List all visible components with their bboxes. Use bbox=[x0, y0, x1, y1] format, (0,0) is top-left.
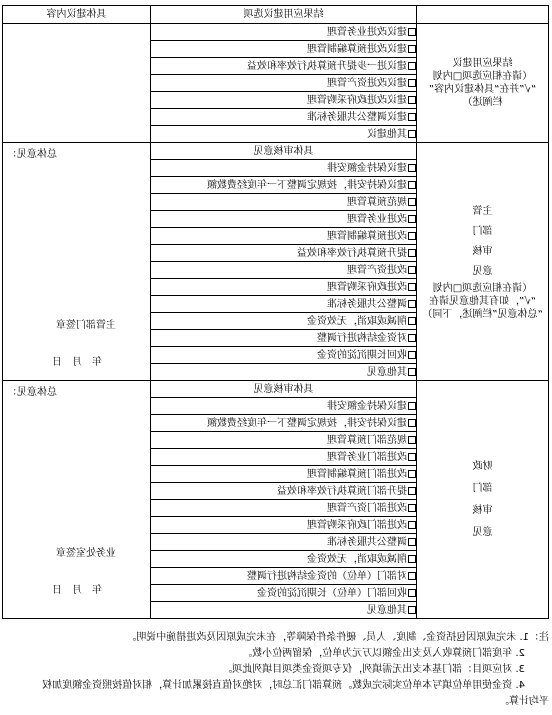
s3-option[interactable]: 对部门（单位）的资金结构进行调整 bbox=[151, 568, 417, 585]
checkbox-icon[interactable] bbox=[408, 606, 416, 614]
section3-title-line: 财政 bbox=[472, 460, 493, 472]
checkbox-icon[interactable] bbox=[408, 232, 416, 240]
footnotes bbox=[3, 630, 549, 710]
checkbox-icon[interactable] bbox=[408, 589, 416, 597]
header-col-left bbox=[417, 6, 549, 24]
checkbox-icon[interactable] bbox=[408, 572, 416, 580]
checkbox-icon[interactable] bbox=[408, 130, 416, 138]
section1-content[interactable] bbox=[3, 24, 151, 143]
s2-option[interactable]: 削减或取消，无效资金 bbox=[151, 313, 417, 330]
footnote: 注：1. 未完成原因包括资金、制度、人员、硬件条件保障等，在未完成原因及改进措施中说明。 bbox=[126, 632, 549, 643]
section3-title-line: 部门 bbox=[472, 482, 493, 494]
s3-option[interactable]: 建议保持金额安排 bbox=[151, 398, 417, 415]
checkbox-icon[interactable] bbox=[408, 62, 416, 70]
s2-option[interactable]: 改进业务管理 bbox=[151, 211, 417, 228]
footnote: 平均计算。 bbox=[499, 696, 549, 707]
section2-title bbox=[417, 143, 549, 381]
s3-option[interactable]: 其他意见 bbox=[151, 602, 417, 619]
checkbox-icon[interactable] bbox=[408, 504, 416, 512]
s1-option[interactable]: 建议改进预算编制管理 bbox=[151, 41, 417, 58]
checkbox-icon[interactable] bbox=[408, 96, 416, 104]
s2-option[interactable]: 改进预算编制管理 bbox=[151, 228, 417, 245]
checkbox-icon[interactable] bbox=[408, 317, 416, 325]
s2-option[interactable]: 对资金结构进行调整 bbox=[151, 330, 417, 347]
section1-title-line: （请在相应选项□内划 bbox=[432, 71, 533, 82]
section1-title bbox=[417, 24, 549, 143]
section3-date: 年 月 日 bbox=[52, 585, 102, 596]
evaluation-form-table bbox=[2, 5, 549, 619]
s2-option[interactable]: 提升预算执行效率和效益 bbox=[151, 245, 417, 262]
section1-title-line: 栏阐述） bbox=[462, 97, 503, 108]
section2-overall-label: 总体意见： bbox=[7, 149, 57, 160]
section2-date: 年 月 日 bbox=[52, 357, 102, 368]
checkbox-icon[interactable] bbox=[408, 283, 416, 291]
s3-option[interactable]: 建议保持安排，按规定调整下一年度经费数额 bbox=[151, 415, 417, 432]
s2-option[interactable]: 建议保持金额安排 bbox=[151, 160, 417, 177]
header-col-options: 结果应用建议选项 bbox=[151, 6, 417, 24]
section3-overall[interactable] bbox=[3, 381, 151, 619]
section3-title bbox=[417, 381, 549, 619]
section2-signature: 主管部门签章 bbox=[56, 320, 116, 331]
section3-title-line: 意见 bbox=[472, 526, 493, 538]
checkbox-icon[interactable] bbox=[408, 79, 416, 87]
section2-title-line: 意见 bbox=[472, 266, 493, 277]
section3-overall-label: 总体意见： bbox=[7, 387, 57, 398]
s3-option[interactable]: 削减或取消，无效资金 bbox=[151, 551, 417, 568]
s2-option[interactable]: 收回长期沉淀的资金 bbox=[151, 347, 417, 364]
s1-option[interactable]: 其他建议 bbox=[151, 126, 417, 143]
section1-title-line: “√”并在“具体建议内容” bbox=[428, 84, 537, 95]
checkbox-icon[interactable] bbox=[408, 555, 416, 563]
s2-option[interactable]: 改进政府采购管理 bbox=[151, 279, 417, 296]
section1-title-line: 结果应用建议 bbox=[452, 58, 513, 69]
section3-title-line: 审核 bbox=[472, 504, 493, 516]
s2-option[interactable]: 改进资产管理 bbox=[151, 262, 417, 279]
section2-title-line: “总体意见”栏阐述，下同） bbox=[422, 309, 543, 320]
checkbox-icon[interactable] bbox=[408, 45, 416, 53]
section2-title-line: 审核 bbox=[472, 246, 493, 257]
s1-option[interactable]: 建议调整公共服务标准 bbox=[151, 109, 417, 126]
checkbox-icon[interactable] bbox=[408, 453, 416, 461]
checkbox-icon[interactable] bbox=[408, 300, 416, 308]
s2-option[interactable]: 其他意见 bbox=[151, 364, 417, 381]
s1-option[interactable]: 建议进一步提升预算执行效率和效益 bbox=[151, 58, 417, 75]
section2-title-line: 主管 bbox=[472, 206, 493, 217]
checkbox-icon[interactable] bbox=[408, 351, 416, 359]
s3-option[interactable]: 调整公共服务标准 bbox=[151, 534, 417, 551]
footnote: 3. 对应项目：部门基本支出无需填列，仅专项资金类项目填列此项。 bbox=[222, 664, 525, 675]
checkbox-icon[interactable] bbox=[408, 266, 416, 274]
s1-option[interactable]: 建议改进业务管理 bbox=[151, 24, 417, 41]
section3-subheader: 具体审核意见 bbox=[151, 381, 417, 398]
checkbox-icon[interactable] bbox=[408, 487, 416, 495]
s2-option[interactable]: 建议保持安排，按规定调整下一年度经费数额 bbox=[151, 177, 417, 194]
checkbox-icon[interactable] bbox=[408, 334, 416, 342]
section2-title-line: “√”，如有其他意见请在 bbox=[429, 296, 536, 307]
s3-option[interactable]: 提升部门预算执行效率和效益 bbox=[151, 483, 417, 500]
s1-option[interactable]: 建议改进政府采购管理 bbox=[151, 92, 417, 109]
checkbox-icon[interactable] bbox=[408, 368, 416, 376]
section3-signature: 业务处室签章 bbox=[56, 548, 116, 559]
s1-option[interactable]: 建议改进资产管理 bbox=[151, 75, 417, 92]
section2-overall[interactable] bbox=[3, 143, 151, 381]
checkbox-icon[interactable] bbox=[408, 521, 416, 529]
header-col-content: 具体建议内容 bbox=[3, 6, 151, 24]
footnote: 2. 年度部门预算收入及支出金额以万元为单位，保留两位小数。 bbox=[242, 648, 525, 659]
section2-title-line: 部门 bbox=[472, 226, 493, 237]
checkbox-icon[interactable] bbox=[408, 402, 416, 410]
s2-option[interactable]: 规范预算管理 bbox=[151, 194, 417, 211]
checkbox-icon[interactable] bbox=[408, 164, 416, 172]
checkbox-icon[interactable] bbox=[408, 215, 416, 223]
section2-title-line: （请在相应选项□内划 bbox=[432, 283, 533, 294]
checkbox-icon[interactable] bbox=[408, 436, 416, 444]
checkbox-icon[interactable] bbox=[408, 249, 416, 257]
s3-option[interactable]: 收回部门（单位）长期沉淀的资金 bbox=[151, 585, 417, 602]
s2-option[interactable]: 调整公共服务标准 bbox=[151, 296, 417, 313]
footnote: 4. 资金使用单位填写本单位实际完成数。预算部门汇总时，对绝对值直接累加计算，相对值按照资金额度加权 bbox=[42, 680, 525, 691]
checkbox-icon[interactable] bbox=[408, 419, 416, 427]
s3-option[interactable]: 改进部门业务管理 bbox=[151, 449, 417, 466]
s3-option[interactable]: 规范部门预算管理 bbox=[151, 432, 417, 449]
s3-option[interactable]: 改进部门资产管理 bbox=[151, 500, 417, 517]
checkbox-icon[interactable] bbox=[408, 198, 416, 206]
section2-subheader: 具体审核意见 bbox=[151, 143, 417, 160]
checkbox-icon[interactable] bbox=[408, 113, 416, 121]
checkbox-icon[interactable] bbox=[408, 538, 416, 546]
checkbox-icon[interactable] bbox=[408, 28, 416, 36]
checkbox-icon[interactable] bbox=[408, 470, 416, 478]
s3-option[interactable]: 改进部门预算编制管理 bbox=[151, 466, 417, 483]
checkbox-icon[interactable] bbox=[408, 181, 416, 189]
s3-option[interactable]: 改进部门政府采购管理 bbox=[151, 517, 417, 534]
